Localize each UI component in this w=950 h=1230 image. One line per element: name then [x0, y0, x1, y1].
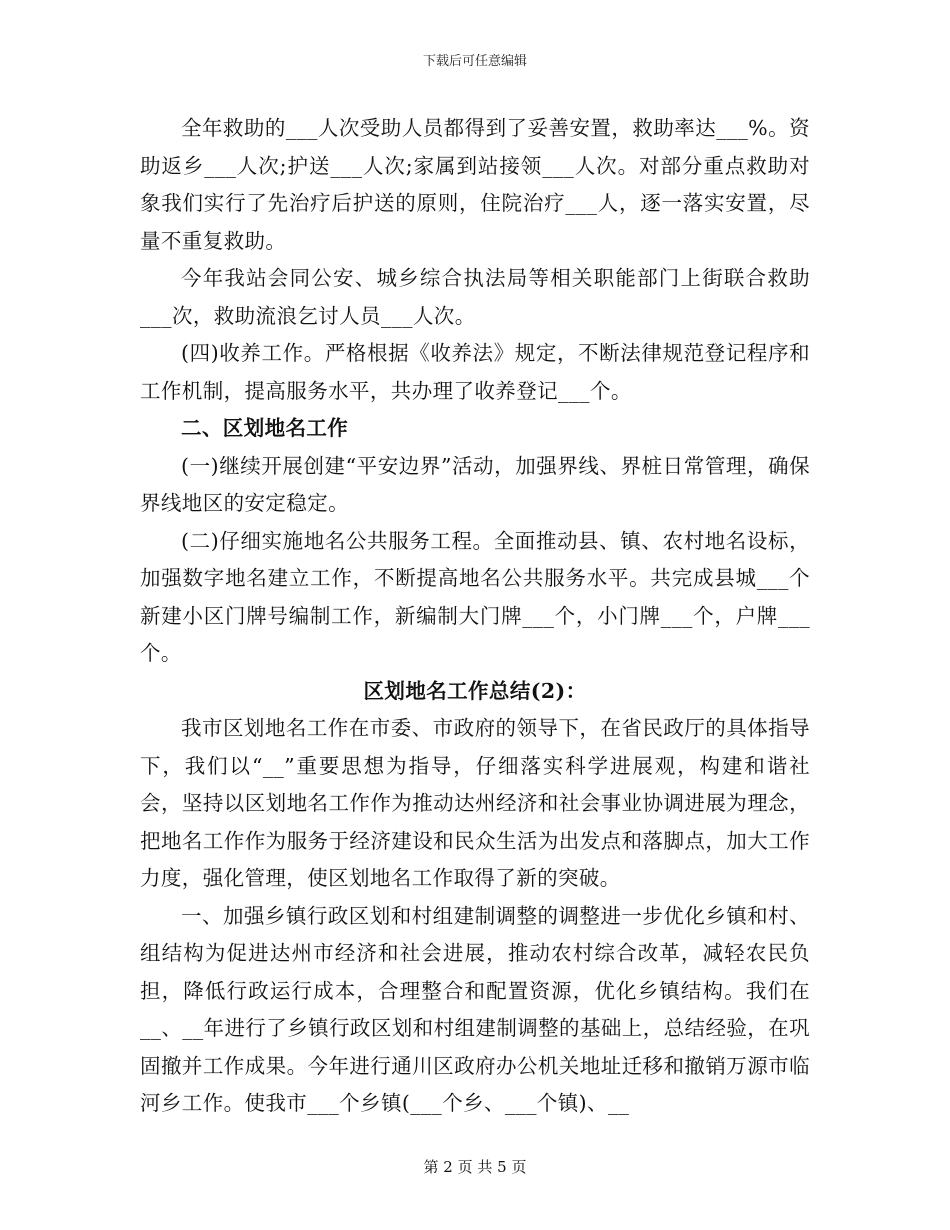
paragraph-intro: 我市区划地名工作在市委、市政府的领导下，在省民政厅的具体指导下，我们以“__”重要思想为指导，仔细落实科学进展观，构建和谐社会，坚持以区划地名工作作为推动达州经济和社会事业协调进展为理念，把地名工作作为服务于经济建设和民众生活为出发点和落脚点，加大工作力度，强化管理，使区划地名工作取得了新的突破。 [140, 716, 810, 890]
paragraph-joint-relief: 今年我站会同公安、城乡综合执法局等相关职能部门上街联合救助___次，救助流浪乞讨人员___人次。 [140, 266, 810, 328]
paragraph-border-safety: (一)继续开展创建“平安边界”活动，加强界线、界桩日常管理，确保界线地区的安定稳定。 [140, 453, 810, 515]
page-header-note: 下载后可任意编辑 [422, 54, 527, 69]
page-number: 第 2 页 共 5 页 [423, 1158, 527, 1176]
paragraph-place-name-service: (二)仔细实施地名公共服务工程。全面推动县、镇、农村地名设标，加强数字地名建立工作，不断提高地名公共服务水平。共完成县城___个新建小区门牌号编制工作，新编制大门牌___个，小门牌___个，户牌___个。 [140, 528, 810, 665]
paragraph-township-adjustment: 一、加强乡镇行政区划和村组建制调整的调整进一步优化乡镇和村、组结构为促进达州市经济和社会进展，推动农村综合改革，减轻农民负担，降低行政运行成本，合理整合和配置资源，优化乡镇结构。我们在__、__年进行了乡镇行政区划和村组建制调整的基础上，总结经验，在巩固撤并工作成果。今年进行通川区政府办公机关地址迁移和撤销万源市临河乡工作。使我市___个乡镇(___个乡、___个镇)、__ [140, 903, 810, 1115]
paragraph-relief-summary: 全年救助的___人次受助人员都得到了妥善安置，救助率达___%。资助返乡___人次;护送___人次;家属到站接领___人次。对部分重点救助对象我们实行了先治疗后护送的原则，住院治疗___人，逐一落实安置，尽量不重复救助。 [140, 116, 810, 253]
section-heading-place-names: 二、区划地名工作 [181, 416, 349, 440]
document-body [140, 110, 810, 1123]
paragraph-adoption: (四)收养工作。严格根据《收养法》规定，不断法律规范登记程序和工作机制，提高服务水平，共办理了收养登记___个。 [140, 341, 810, 403]
summary-title-2: 区划地名工作总结(2)： [363, 678, 587, 703]
